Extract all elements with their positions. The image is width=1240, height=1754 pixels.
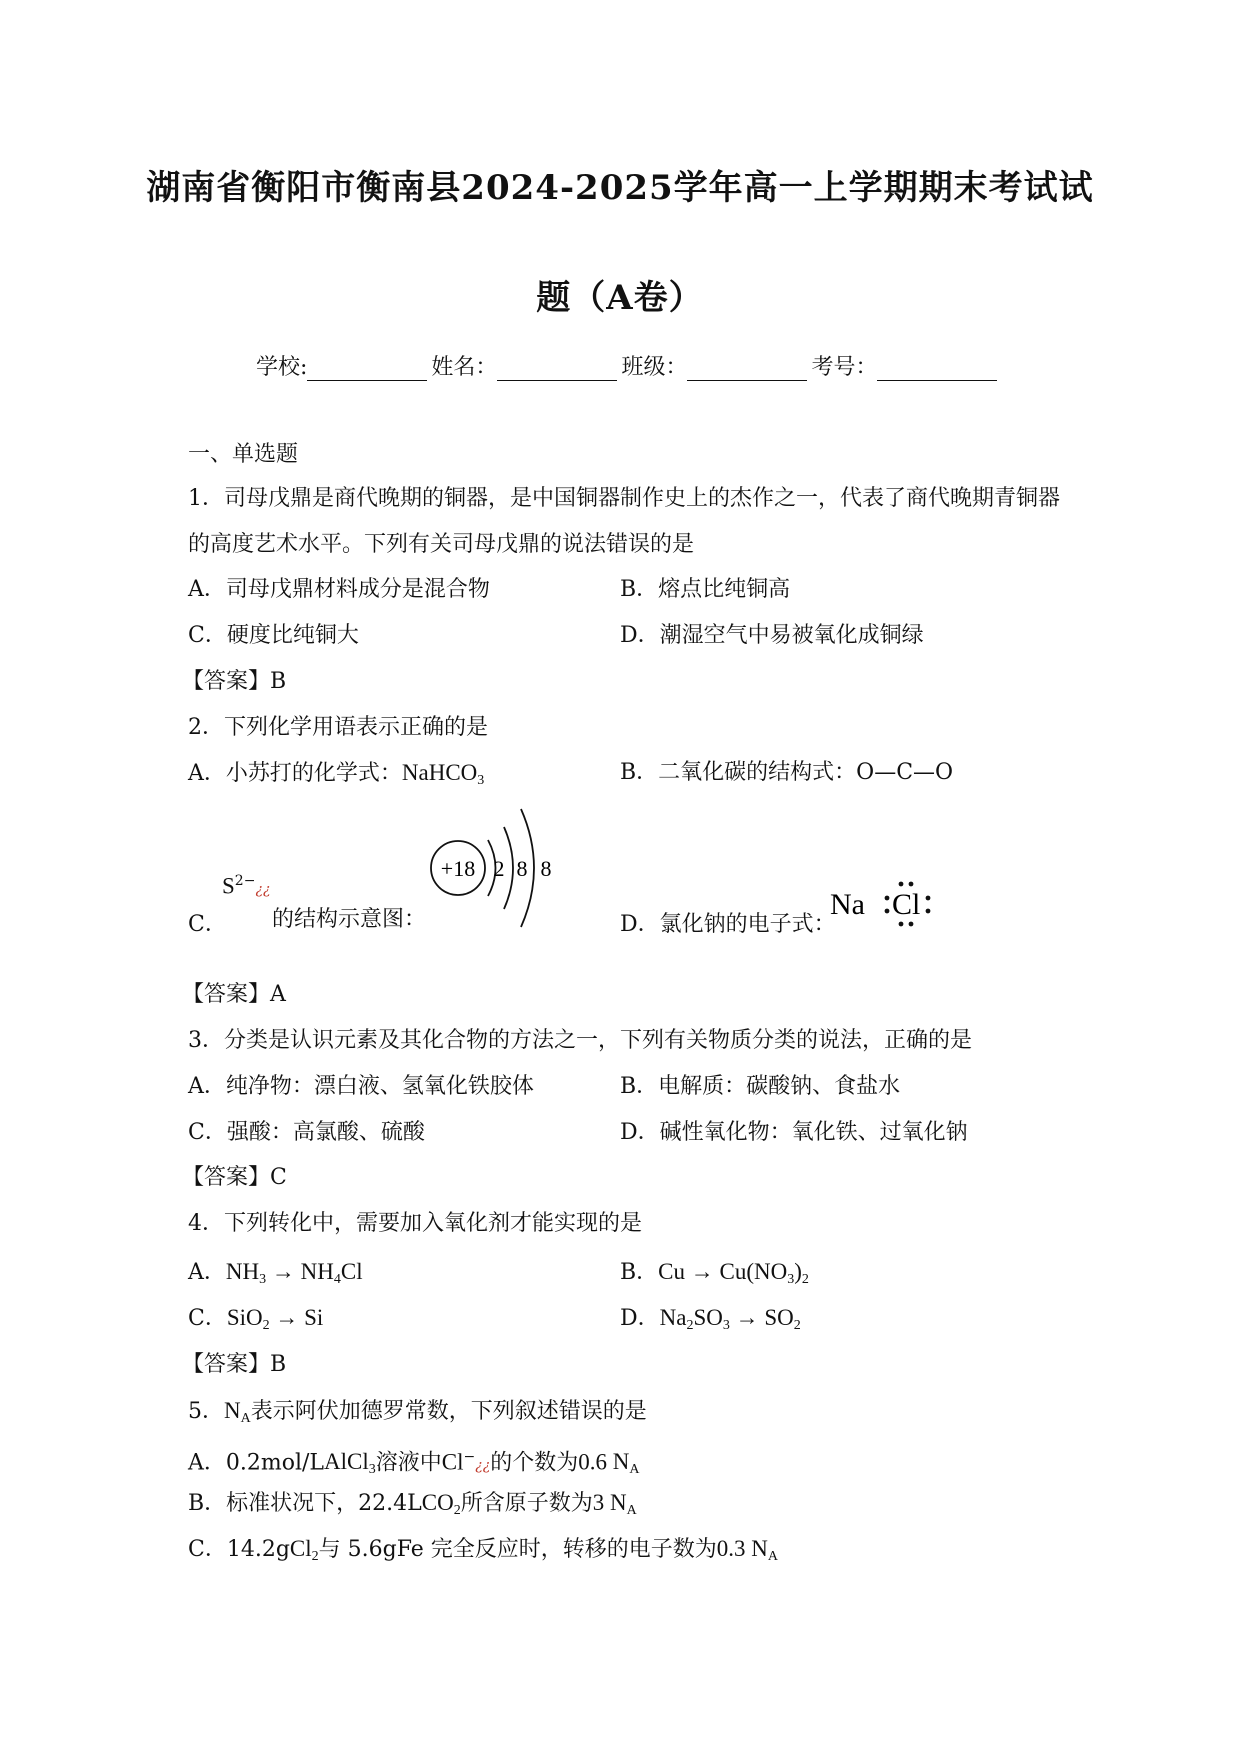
number-label: 考号：: [811, 355, 878, 380]
name-label: 姓名：: [431, 355, 498, 380]
chlorine-symbol: Cl: [892, 888, 921, 921]
q5-stem: 5．$N_A$表示阿伏加德罗常数，下列叙述错误的是: [188, 1398, 647, 1426]
name-blank[interactable]: [497, 356, 617, 381]
q2-c-label: C．: [188, 912, 227, 937]
q1-option-d: D．潮湿空气中易被氧化成铜绿: [620, 623, 924, 648]
q3-option-c: C．强酸：高氯酸、硫酸: [188, 1120, 425, 1145]
shell-1-electrons: 2: [493, 856, 505, 881]
q3-answer: 【答案】C: [182, 1165, 287, 1190]
q4-option-a: A．$NH_3 \to NH_4Cl$: [188, 1259, 363, 1287]
q4-answer: 【答案】B: [182, 1352, 287, 1377]
q2-option-a: [188, 758, 484, 796]
q2-option-d: D．氯化钠的电子式：: [620, 912, 836, 937]
q1-option-b: B．熔点比纯铜高: [620, 577, 791, 602]
q4-stem: 4．下列转化中，需要加入氧化剂才能实现的是: [188, 1211, 642, 1236]
q5-option-a: A．0.2mol/LAlCl$_3$溶液中Cl−¿¿的个数为0.6 $N_A$: [188, 1449, 640, 1478]
sodium-symbol: Na: [830, 888, 865, 921]
school-label: 学校:: [256, 355, 308, 380]
q5-option-b: B．标准状况下，$22.4LCO_2$所含原子数为3 $N_A$: [188, 1490, 637, 1518]
q1-option-c: C．硬度比纯铜大: [188, 623, 359, 648]
number-blank[interactable]: [877, 356, 997, 381]
shell-3-electrons: 8: [540, 856, 552, 881]
atom-nucleus-label: +18: [440, 856, 476, 881]
q1-stem-1: 1．司母戊鼎是商代晚期的铜器，是中国铜器制作史上的杰作之一，代表了商代晚期青铜器: [188, 486, 1061, 511]
page-title-line2: 题（A卷）: [536, 278, 704, 318]
q3-option-d: D．碱性氧化物：氧化铁、过氧化钠: [620, 1120, 968, 1145]
q1-answer: 【答案】B: [182, 669, 287, 694]
q2-c-text: 的结构示意图：: [272, 907, 427, 932]
atom-structure-diagram: [425, 805, 565, 935]
q2-a-label: A．小苏打的化学式：: [188, 761, 402, 786]
q1-stem-2: 的高度艺术水平。下列有关司母戊鼎的说法错误的是: [188, 532, 695, 557]
q1-option-a: A．司母戊鼎材料成分是混合物: [188, 577, 490, 602]
q5-option-c: C．14.2gCl$_2$与 5.6gFe 完全反应时，转移的电子数为0.3 $N_A$: [188, 1536, 779, 1564]
shell-2-electrons: 8: [516, 856, 528, 881]
q4-option-b: B．$Cu \to Cu(NO_3)_2$: [620, 1259, 809, 1287]
page-title-line1: 湖南省衡阳市衡南县2024-2025学年高一上学期期末考试试: [146, 168, 1094, 208]
electron-formula: [828, 872, 938, 932]
q4-option-d: D．$Na_2SO_3 \to SO_2$: [620, 1305, 801, 1333]
school-blank[interactable]: [307, 356, 427, 381]
q3-option-a: A．纯净物：漂白液、氢氧化铁胶体: [188, 1074, 534, 1099]
q2-stem: 2．下列化学用语表示正确的是: [188, 715, 488, 740]
q2-a-formula: NaHCO$_3$: [401, 760, 485, 788]
q2-option-b: B．二氧化碳的结构式：O—C—O: [620, 760, 954, 785]
q3-stem: 3．分类是认识元素及其化合物的方法之一，下列有关物质分类的说法，正确的是: [188, 1028, 972, 1053]
q2-c-ion: $S^{2-}¿¿$: [222, 873, 271, 899]
class-label: 班级：: [621, 355, 688, 380]
class-blank[interactable]: [687, 356, 807, 381]
section-heading: 一、单选题: [188, 442, 299, 467]
q4-option-c: C．SiO$_2$ → Si: [188, 1305, 324, 1333]
student-info: [256, 350, 1001, 381]
q2-answer: 【答案】A: [182, 982, 286, 1007]
q3-option-b: B．电解质：碳酸钠、食盐水: [620, 1074, 901, 1099]
